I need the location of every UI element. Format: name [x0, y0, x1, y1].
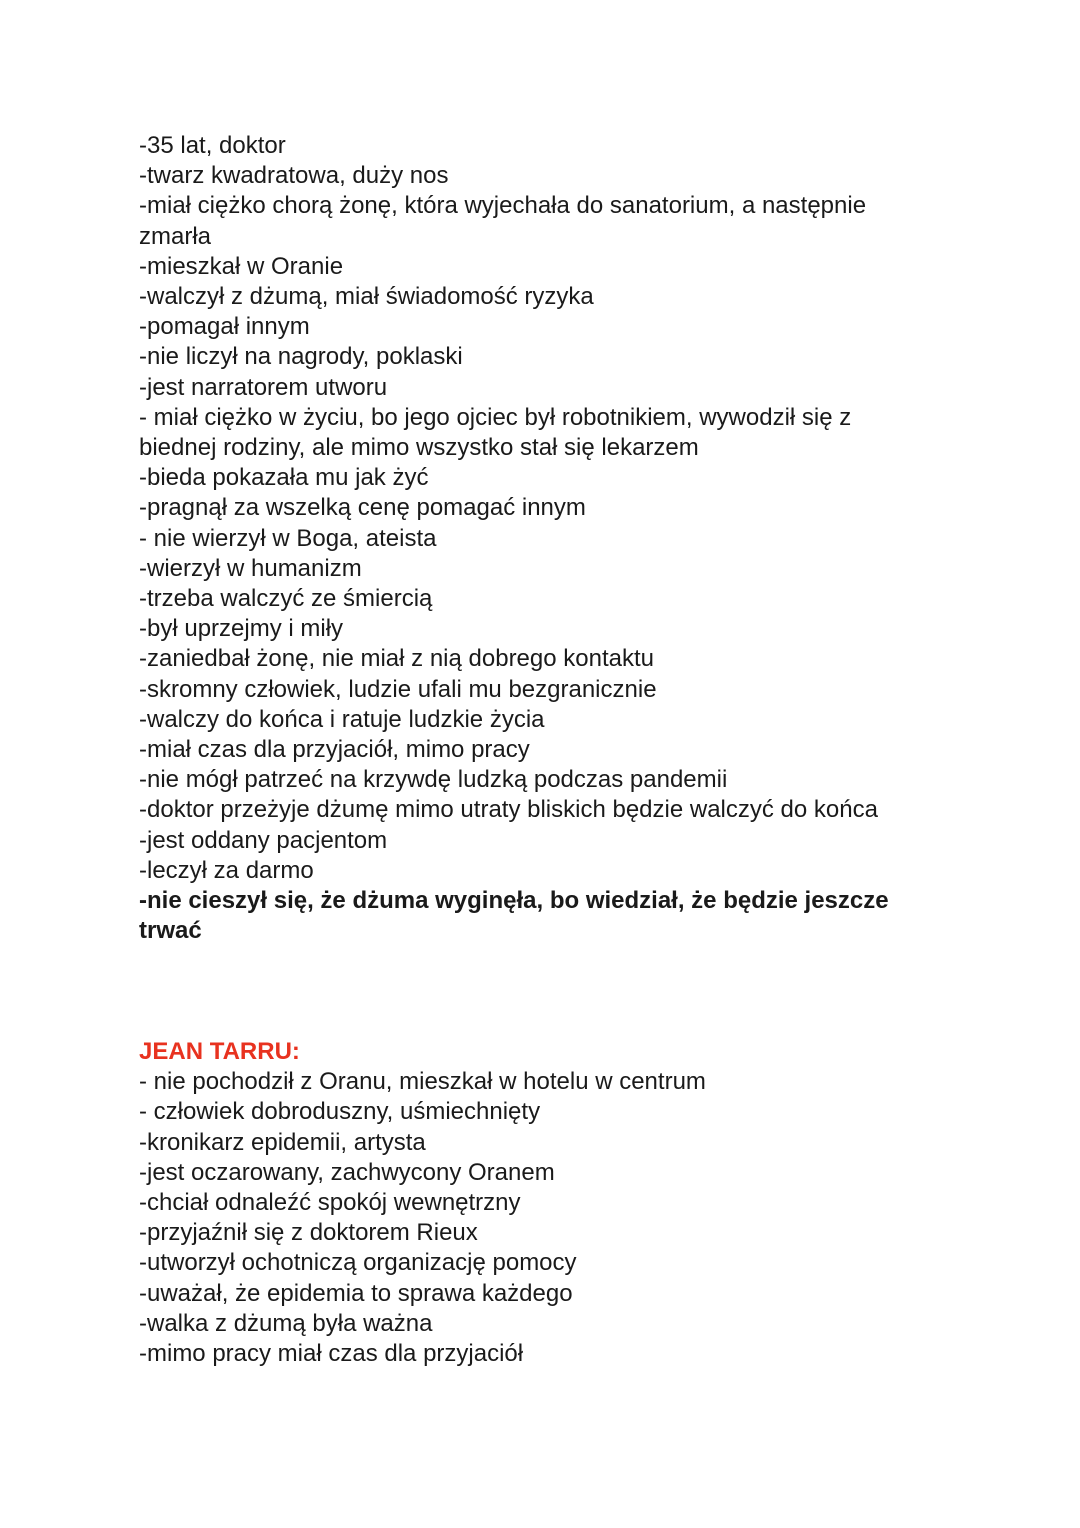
- note-line: -35 lat, doktor: [139, 132, 286, 159]
- note-line: -zaniedbał żonę, nie miał z nią dobrego kontaktu: [139, 645, 654, 673]
- note-line: -był uprzejmy i miły: [139, 615, 344, 643]
- note-line: -jest oddany pacjentom: [139, 826, 388, 854]
- note-line: -przyjaźnił się z doktorem Rieux: [139, 1219, 478, 1247]
- tarru-notes: [139, 1037, 939, 1369]
- note-line: - miał ciężko w życiu, bo jego ojciec był robotnikiem, wywodził się z: [139, 403, 852, 431]
- note-line: -jest narratorem utworu: [139, 373, 388, 401]
- note-line: -nie mógł patrzeć na krzywdę ludzką podczas pandemii: [139, 766, 728, 794]
- note-line: -trzeba walczyć ze śmiercią: [139, 585, 433, 613]
- note-line: -uważał, że epidemia to sprawa każdego: [139, 1279, 573, 1307]
- note-line: - nie pochodził z Oranu, mieszkał w hotelu w centrum: [139, 1068, 706, 1096]
- note-line: -walka z dżumą była ważna: [139, 1309, 433, 1337]
- note-line-bold: trwać: [139, 917, 202, 945]
- note-line: -pomagał innym: [139, 313, 310, 341]
- note-line-bold: -nie cieszył się, że dżuma wyginęła, bo wiedział, że będzie jeszcze: [139, 887, 889, 915]
- note-line: -doktor przeżyje dżumę mimo utraty bliskich będzie walczyć do końca: [139, 796, 878, 824]
- section-heading: JEAN TARRU:: [139, 1038, 300, 1065]
- note-line: -walczył z dżumą, miał świadomość ryzyka: [139, 283, 594, 311]
- note-line: -mieszkał w Oranie: [139, 252, 344, 280]
- note-line: -miał czas dla przyjaciół, mimo pracy: [139, 736, 530, 764]
- note-line: -leczył za darmo: [139, 856, 314, 884]
- note-line: - nie wierzył w Boga, ateista: [139, 524, 437, 552]
- note-line: -pragnął za wszelką cenę pomagać innym: [139, 494, 586, 522]
- note-line: -miał ciężko chorą żonę, która wyjechała do sanatorium, a następnie: [139, 192, 867, 220]
- note-line: -jest oczarowany, zachwycony Oranem: [139, 1158, 555, 1186]
- note-line: -twarz kwadratowa, duży nos: [139, 162, 449, 190]
- note-line: biednej rodziny, ale mimo wszystko stał się lekarzem: [139, 434, 699, 462]
- note-line: zmarła: [139, 222, 212, 250]
- note-line: -nie liczył na nagrody, poklaski: [139, 343, 463, 371]
- note-line: -wierzył w humanizm: [139, 554, 362, 582]
- note-line: -bieda pokazała mu jak żyć: [139, 464, 429, 492]
- note-line: -walczy do końca i ratuje ludzkie życia: [139, 705, 545, 733]
- note-line: - człowiek dobroduszny, uśmiechnięty: [139, 1098, 541, 1126]
- note-line: -mimo pracy miał czas dla przyjaciół: [139, 1340, 524, 1368]
- rieux-notes: [139, 131, 939, 946]
- note-line: -kronikarz epidemii, artysta: [139, 1128, 426, 1156]
- note-line: -utworzył ochotniczą organizację pomocy: [139, 1249, 577, 1277]
- note-line: -chciał odnaleźć spokój wewnętrzny: [139, 1189, 521, 1217]
- note-line: -skromny człowiek, ludzie ufali mu bezgranicznie: [139, 675, 657, 703]
